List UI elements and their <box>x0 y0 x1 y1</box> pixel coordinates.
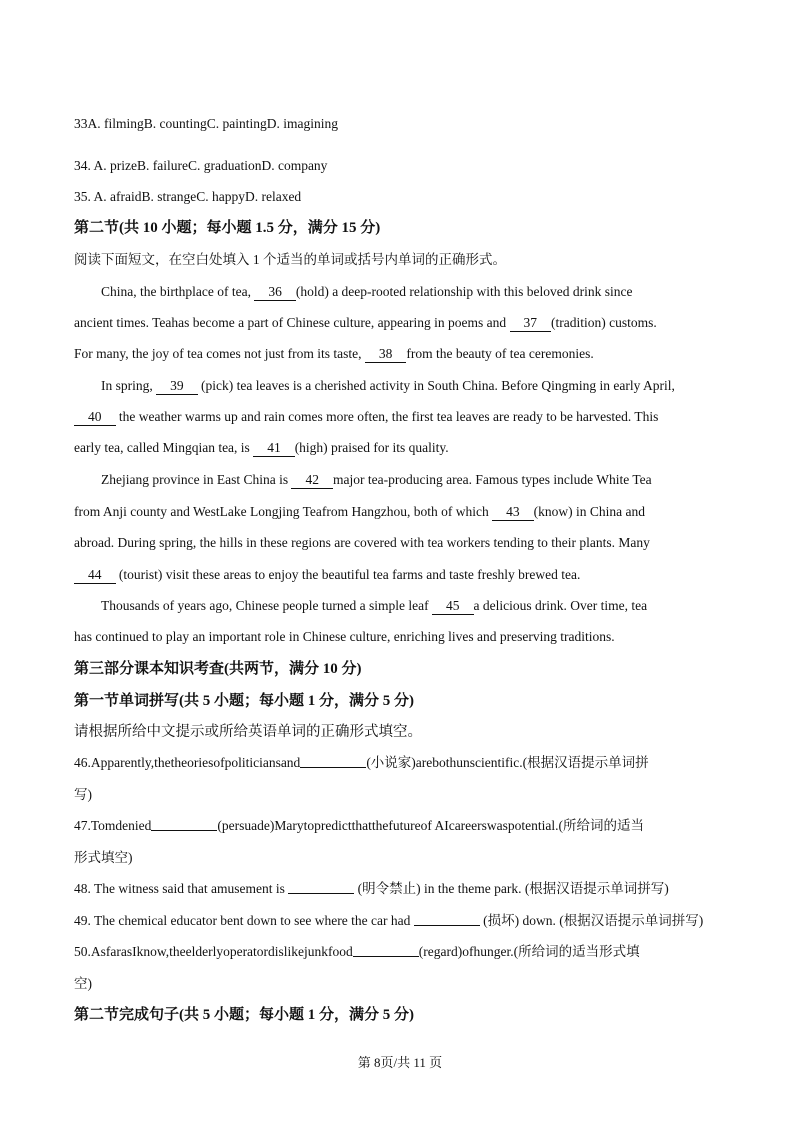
passage-text: (hold) a deep-rooted relationship with this beloved drink since <box>295 284 633 299</box>
question-text: 47.Tomdenied <box>74 818 152 833</box>
blank-49[interactable] <box>414 911 480 926</box>
section-2-instruction: 阅读下面短文，在空白处填入 1 个适当的单词或括号内单词的正确形式。 <box>74 252 506 267</box>
question-text: 50.AsfarasIknow,theelderlyoperatordislikejunkfood <box>74 944 353 959</box>
passage-line <box>74 313 657 333</box>
passage-line <box>74 407 658 427</box>
blank-42[interactable]: 42 <box>291 471 333 489</box>
passage-text: In spring, <box>101 378 157 393</box>
passage-line <box>74 438 449 458</box>
passage-text: from the beauty of tea ceremonies. <box>406 346 594 361</box>
blank-37[interactable]: 37 <box>510 314 552 332</box>
passage-line <box>101 376 675 396</box>
question-text: (persuade)Marytopredictthatthefutureof AIcareerswaspotential.(所给词的适当 <box>217 818 645 833</box>
blank-39[interactable]: 39 <box>156 377 198 395</box>
question-34-options: 34. A. prizeB. failureC. graduationD. company <box>74 158 328 173</box>
blank-43[interactable]: 43 <box>492 503 534 521</box>
passage-text: Zhejiang province in East China is <box>101 472 292 487</box>
question-48 <box>74 879 669 899</box>
question-text: (损坏) down. (根据汉语提示单词拼写) <box>479 913 704 928</box>
question-46 <box>74 753 649 773</box>
page-number: 第 8页/共 11 页 <box>357 1055 443 1070</box>
passage-text: (tradition) customs. <box>551 315 657 330</box>
question-text: (小说家)arebothunscientific.(根据汉语提示单词拼 <box>366 755 649 770</box>
blank-45[interactable]: 45 <box>432 597 474 615</box>
passage-line <box>74 344 594 364</box>
passage-line <box>74 565 580 585</box>
passage-text: China, the birthplace of tea, <box>101 284 255 299</box>
question-33-options: 33A. filmingB. countingC. paintingD. imagining <box>74 116 338 131</box>
question-47 <box>74 816 644 836</box>
question-35-options: 35. A. afraidB. strangeC. happyD. relaxed <box>74 189 302 204</box>
passage-line <box>74 502 645 522</box>
blank-44[interactable]: 44 <box>74 566 116 584</box>
blank-36[interactable]: 36 <box>254 283 296 301</box>
blank-47[interactable] <box>151 816 217 831</box>
question-text: (regard)ofhunger.(所给词的适当形式填 <box>418 944 640 959</box>
part-3-section-1-heading: 第一节单词拼写(共 5 小题；每小题 1 分，满分 5 分) <box>74 693 414 709</box>
passage-line: abroad. During spring, the hills in these regions are covered with tea workers tending to their plants. Many <box>74 535 650 550</box>
blank-40[interactable]: 40 <box>74 408 116 426</box>
blank-48[interactable] <box>288 879 354 894</box>
passage-text: (tourist) visit these areas to enjoy the beautiful tea farms and taste freshly brewed tea. <box>115 567 581 582</box>
question-46-continued: 写) <box>74 787 92 802</box>
passage-text: ancient times. Teahas become a part of Chinese culture, appearing in poems and <box>74 315 510 330</box>
question-text: 46.Apparently,thetheoriesofpoliticiansand <box>74 755 301 770</box>
blank-50[interactable] <box>353 942 419 957</box>
question-text: (明令禁止) in the theme park. (根据汉语提示单词拼写) <box>354 881 669 896</box>
passage-line <box>101 470 652 490</box>
question-50-continued: 空) <box>74 976 92 991</box>
passage-text: (pick) tea leaves is a cherished activity in South China. Before Qingming in early April, <box>197 378 675 393</box>
part-3-section-1-instruction: 请根据所给中文提示或所给英语单词的正确形式填空。 <box>74 724 422 740</box>
passage-text: a delicious drink. Over time, tea <box>473 598 648 613</box>
passage-text: from Anji county and WestLake Longjing Teafrom Hangzhou, both of which <box>74 504 493 519</box>
question-50 <box>74 942 640 962</box>
passage-text: (know) in China and <box>533 504 645 519</box>
part-3-section-2-heading: 第二节完成句子(共 5 小题；每小题 1 分，满分 5 分) <box>74 1007 414 1023</box>
question-text: 49. The chemical educator bent down to see where the car had <box>74 913 414 928</box>
section-2-heading: 第二节(共 10 小题；每小题 1.5 分，满分 15 分) <box>74 220 381 236</box>
passage-text: early tea, called Mingqian tea, is <box>74 440 254 455</box>
passage-line <box>101 596 647 616</box>
passage-line: has continued to play an important role in Chinese culture, enriching lives and preserving traditions. <box>74 629 615 644</box>
passage-text: the weather warms up and rain comes more often, the first tea leaves are ready to be harvested. This <box>115 409 659 424</box>
passage-text: For many, the joy of tea comes not just from its taste, <box>74 346 365 361</box>
part-3-heading: 第三部分课本知识考查(共两节，满分 10 分) <box>74 661 362 677</box>
question-49 <box>74 911 703 931</box>
passage-text: (high) praised for its quality. <box>294 440 449 455</box>
blank-38[interactable]: 38 <box>365 345 407 363</box>
blank-41[interactable]: 41 <box>253 439 295 457</box>
blank-46[interactable] <box>300 753 366 768</box>
question-47-continued: 形式填空) <box>74 850 133 865</box>
passage-line <box>101 282 633 302</box>
passage-text: Thousands of years ago, Chinese people turned a simple leaf <box>101 598 433 613</box>
passage-text: major tea-producing area. Famous types include White Tea <box>332 472 652 487</box>
question-text: 48. The witness said that amusement is <box>74 881 289 896</box>
